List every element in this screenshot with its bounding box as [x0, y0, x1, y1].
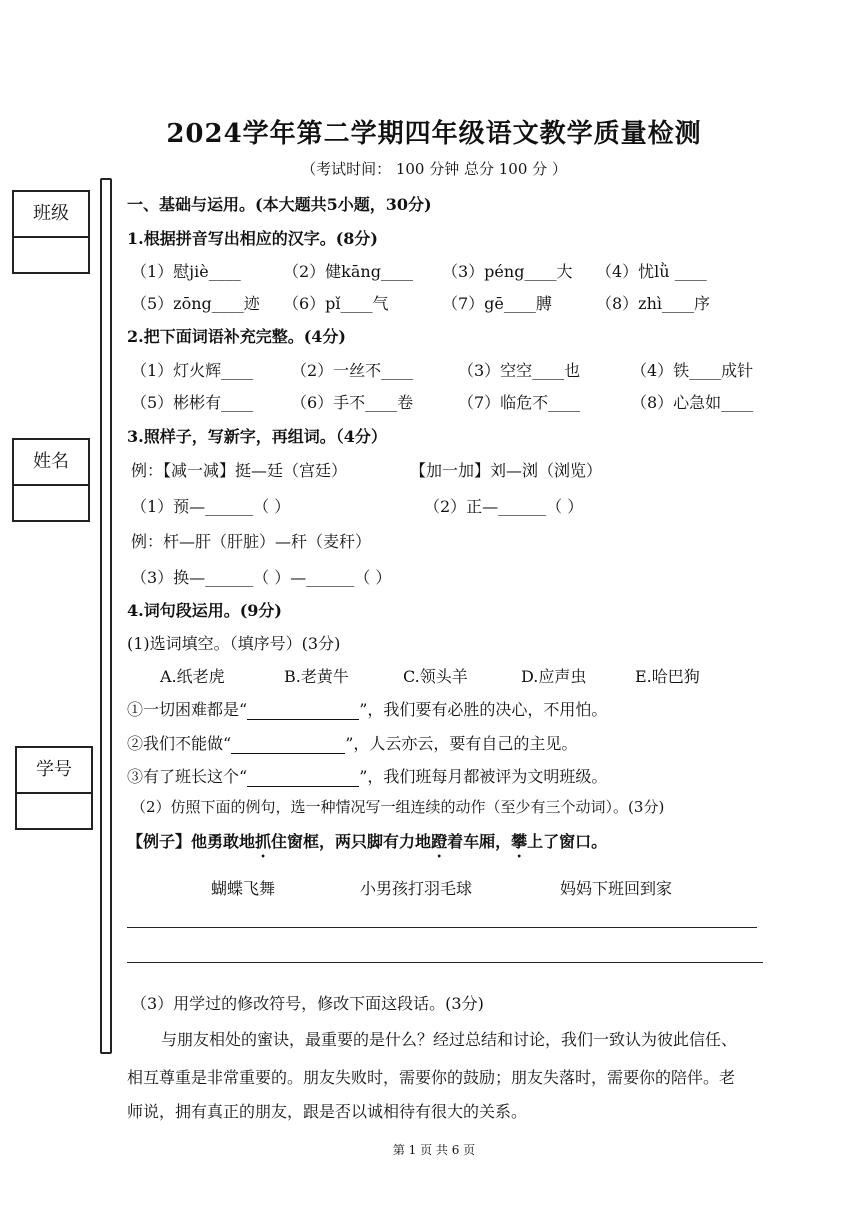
student-id-box [15, 746, 93, 830]
q3-item-1[interactable]: （1）预—______（ ） [131, 497, 291, 516]
paragraph-line-1: 与朋友相处的蜜诀，最重要的是什么？经过总结和讨论，我们一致认为彼此信任、 [161, 1030, 738, 1049]
q2-item-6[interactable]: （6）手不____卷 [291, 393, 414, 412]
fill-3-pre: ③有了班长这个“ [127, 767, 248, 786]
q1-item-6[interactable]: （6）pǐ____气 [283, 294, 389, 313]
class-label: 班级 [14, 192, 88, 238]
example-verb-2: 蹬 [431, 832, 448, 851]
name-label: 姓名 [14, 440, 88, 486]
fill-2-post: ”，人云亦云，要有自己的主见。 [345, 734, 578, 753]
option-e: E.哈巴狗 [635, 667, 700, 686]
q2-item-8[interactable]: （8）心急如____ [631, 393, 754, 412]
fill-2-pre: ②我们不能做“ [127, 734, 232, 753]
q1-item-7[interactable]: （7）gē____膊 [442, 294, 552, 313]
q4-sub1: (1)选词填空。（填序号）(3分) [127, 634, 341, 653]
student-id-input-area[interactable] [17, 794, 91, 828]
example-prefix: 【例子】 [127, 832, 192, 851]
q3-item-2[interactable]: （2）正—______（ ） [424, 497, 584, 516]
paragraph-line-3: 师说，拥有真正的朋友，跟是否以诚相待有很大的关系。 [127, 1102, 528, 1121]
q1-item-5[interactable]: （5）zōng____迹 [131, 294, 260, 313]
fill-3-blank[interactable] [247, 767, 359, 787]
fill-3-post: ”，我们班每月都被评为文明班级。 [359, 767, 608, 786]
example-sentence [127, 829, 607, 861]
option-d: D.应声虫 [521, 667, 587, 686]
binding-line [100, 178, 112, 1054]
example-part-3: 着车厢， [447, 832, 512, 851]
name-input-area[interactable] [14, 486, 88, 520]
scenario-3: 妈妈下班回到家 [560, 879, 673, 898]
q2-item-4[interactable]: （4）铁____成针 [631, 361, 754, 380]
option-b: B.老黄牛 [284, 667, 349, 686]
q2-item-2[interactable]: （2）一丝不____ [291, 361, 414, 380]
q3-example-1a: 例：【减一减】挺—廷（宫廷） [131, 461, 348, 480]
fill-1-post: ”，我们要有必胜的决心，不用怕。 [359, 700, 608, 719]
q1-item-3[interactable]: （3）péng____大 [442, 262, 573, 281]
exam-title: 2024学年第二学期四年级语文教学质量检测 [166, 119, 702, 149]
student-id-label: 学号 [17, 748, 91, 794]
exam-subtitle: （考试时间： 100 分钟 总分 100 分 ） [301, 160, 567, 178]
q2-item-1[interactable]: （1）灯火辉____ [131, 361, 254, 380]
fill-sentence-1 [127, 697, 607, 720]
example-part-2: 住窗框，两只脚有力地 [271, 832, 432, 851]
answer-line-1[interactable] [127, 927, 757, 928]
q1-item-8[interactable]: （8）zhì____序 [596, 294, 711, 313]
scenario-1: 蝴蝶飞舞 [211, 879, 276, 898]
fill-1-blank[interactable] [247, 700, 359, 720]
class-box [12, 190, 90, 274]
example-part-4: 上了窗口。 [527, 832, 608, 851]
example-verb-3: 攀 [511, 832, 528, 851]
fill-sentence-2 [127, 731, 577, 754]
q3-example-2: 例：杆—肝（肝脏）—秆（麦秆） [131, 532, 372, 551]
q3-title: 3.照样子，写新字，再组词。（4分） [127, 427, 387, 446]
q4-sub2: （2）仿照下面的例句，选一种情况写一组连续的动作（至少有三个动词）。(3分) [131, 798, 665, 816]
q4-sub3: （3）用学过的修改符号，修改下面这段话。(3分) [131, 994, 484, 1013]
q1-item-1[interactable]: （1）慰jiè____ [131, 262, 241, 281]
fill-1-pre: ①一切困难都是“ [127, 700, 248, 719]
q2-item-7[interactable]: （7）临危不____ [458, 393, 581, 412]
q1-item-2[interactable]: （2）健kāng____ [283, 262, 413, 281]
answer-line-2[interactable] [127, 962, 763, 963]
page-number: 第 1 页 共 6 页 [392, 1143, 476, 1157]
q1-item-4[interactable]: （4）忧lǜ ____ [596, 262, 707, 281]
fill-2-blank[interactable] [231, 734, 345, 754]
name-box [12, 438, 90, 522]
class-input-area[interactable] [14, 238, 88, 272]
option-c: C.领头羊 [403, 667, 468, 686]
q4-title: 4.词句段运用。(9分) [127, 601, 282, 620]
scenario-2: 小男孩打羽毛球 [360, 879, 473, 898]
fill-sentence-3 [127, 764, 607, 787]
q3-example-1b: 【加一加】刘—浏（浏览） [410, 461, 603, 480]
example-part-1: 他勇敢地 [191, 832, 256, 851]
q3-item-3[interactable]: （3）换—______（ ）—______（ ） [131, 568, 392, 587]
q2-title: 2.把下面词语补充完整。(4分) [127, 327, 346, 346]
example-verb-1: 抓 [255, 832, 272, 851]
section-heading: 一、基础与运用。(本大题共5小题，30分) [127, 195, 432, 214]
q1-title: 1.根据拼音写出相应的汉字。(8分) [127, 229, 378, 248]
q2-item-3[interactable]: （3）空空____也 [458, 361, 581, 380]
option-a: A.纸老虎 [160, 667, 225, 686]
q2-item-5[interactable]: （5）彬彬有____ [131, 393, 254, 412]
paragraph-line-2: 相互尊重是非常重要的。朋友失败时，需要你的鼓励；朋友失落时，需要你的陪伴。老 [127, 1068, 736, 1087]
